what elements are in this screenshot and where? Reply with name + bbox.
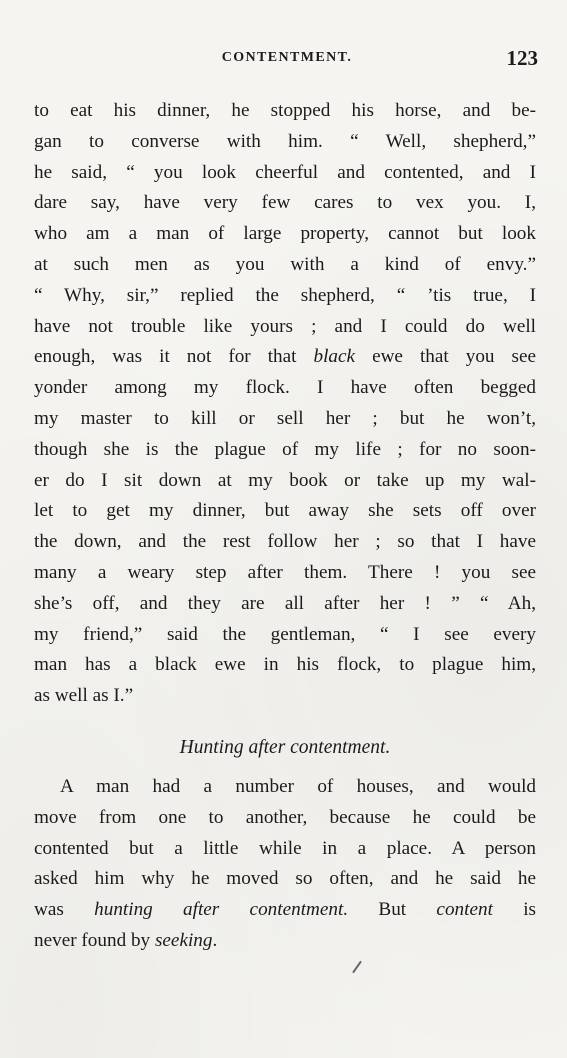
paragraph-black-ewe: [34, 96, 536, 712]
emphasis-black: black: [313, 346, 356, 368]
text-line: at such men as you with a kind of envy.”: [34, 253, 536, 275]
text-line: many a weary step after them. There ! you see: [34, 561, 536, 583]
paragraph-hunting: [34, 772, 536, 957]
text-line: [34, 926, 536, 957]
text-line: “ Why, sir,” replied the shepherd, “ ’tis true, I: [34, 284, 536, 306]
text-line: yonder among my flock. I have often begged: [34, 377, 536, 399]
text-line: asked him why he moved so often, and he said he: [34, 868, 536, 890]
emphasis-content: content: [436, 899, 493, 921]
text-line: man has a black ewe in his flock, to plague him,: [34, 654, 536, 676]
text-line: gan to converse with him. “ Well, shepherd,”: [34, 130, 536, 152]
text-fragment: ewe that you see: [372, 346, 537, 368]
running-title: CONTENTMENT.: [221, 50, 353, 65]
text-line: to eat his dinner, he stopped his horse, and be-: [34, 100, 536, 121]
text-fragment: is: [523, 899, 536, 921]
text-line: [34, 895, 536, 926]
text-line: A man had a number of houses, and would: [60, 776, 536, 797]
text-fragment: But: [378, 899, 407, 921]
text-fragment: enough, was it not for that: [34, 346, 297, 368]
text-line: move from one to another, because he could be: [34, 806, 536, 828]
text-fragment: never found by: [34, 929, 151, 951]
text-fragment: was: [34, 899, 64, 921]
text-line: my friend,” said the gentleman, “ I see every: [34, 623, 536, 645]
text-line: let to get my dinner, but away she sets off over: [34, 500, 536, 522]
text-line: the down, and the rest follow her ; so that I have: [34, 531, 536, 553]
emphasis-hunting: hunting after contentment.: [94, 899, 349, 921]
text-line: my master to kill or sell her ; but he won’t,: [34, 407, 536, 429]
text-line: have not trouble like yours ; and I could do well: [34, 315, 536, 337]
emphasis-seeking: seeking: [154, 929, 213, 951]
text-line: as well as I.”: [34, 685, 134, 707]
ink-mark: [352, 961, 362, 974]
text-line: contented but a little while in a place. A person: [34, 837, 536, 859]
running-head: [36, 46, 538, 72]
text-line: he said, “ you look cheerful and contented, and I: [34, 161, 536, 183]
text-line: she’s off, and they are all after her ! ” “ Ah,: [34, 592, 536, 614]
text-line: [34, 342, 536, 373]
text-fragment: .: [212, 929, 218, 951]
text-line: who am a man of large property, cannot but look: [34, 223, 536, 245]
text-line: er do I sit down at my book or take up my wal-: [34, 469, 536, 491]
page-number: 123: [506, 46, 538, 70]
text-line: dare say, have very few cares to vex you. I,: [34, 192, 536, 214]
section-heading: Hunting after contentment.: [179, 737, 391, 758]
text-line: though she is the plague of my life ; for no soon-: [34, 438, 536, 460]
